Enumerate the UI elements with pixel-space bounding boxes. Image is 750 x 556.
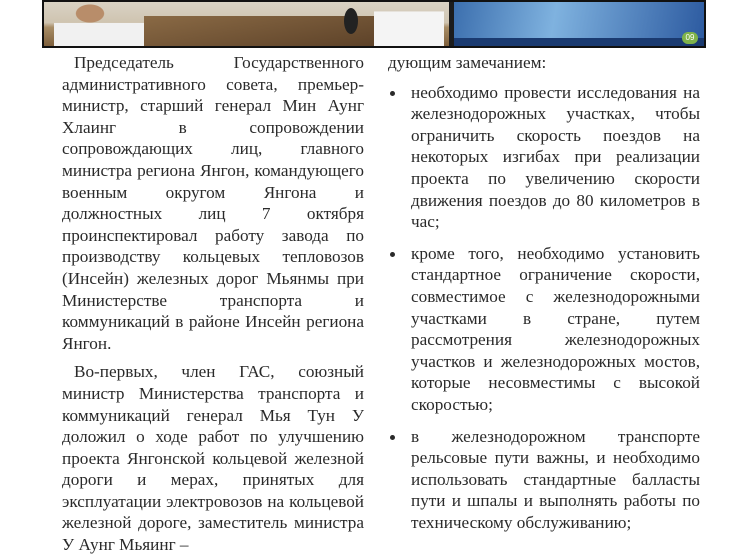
paragraph: Во-первых, член ГАС, союзный министр Министерства транспорта и коммуникаций генерал Мья Тун У доложил о ходе работ по улучшению проекта Янгонской кольцевой железной дороги и мерах, принятых для эксплуатации электровозов на кольцевой железной дороге, заместитель министра У Аунг Мьяинг – xyxy=(62,362,364,555)
list-item xyxy=(388,243,700,416)
screen-badge: 09 xyxy=(682,32,698,44)
bullet-icon xyxy=(390,252,395,257)
header-photo xyxy=(42,0,706,48)
right-column xyxy=(388,52,700,543)
microphone-image xyxy=(344,8,358,34)
bullet-icon xyxy=(390,435,395,440)
list-item xyxy=(388,426,700,534)
bullet-icon xyxy=(390,91,395,96)
conference-table-image xyxy=(144,16,374,48)
left-column xyxy=(62,52,364,556)
list-item-text: в железнодорожном транспорте рельсовые пути важны, и необходимо использовать стандартные балласты пути и шпалы и выполнять работы по техническому обслуживанию; xyxy=(411,426,700,532)
screen-caption-bar xyxy=(454,38,704,48)
seated-official-image-2 xyxy=(374,2,444,48)
paragraph: Председатель Государственного административного совета, премьер-министр, старший генерал Мин Аунг Хлаинг в сопровождении сопровождающих лиц, главного министра региона Янгон, командующего военным округом Янгона и должностных лиц 7 октября проинспектировал работу завода по производству кольцевых тепловозов (Инсейн) железных дорог Мьянмы при Министерстве транспорта и коммуникаций в районе Инсейн региона Янгон. xyxy=(62,53,364,353)
list-item-text: необходимо провести исследования на железнодорожных участках, чтобы ограничить скорость поездов на некоторых изгибах при реализации проекта по увеличению скорости движения поездов до 80 километров в час; xyxy=(411,82,700,232)
bullet-list xyxy=(388,82,700,534)
paragraph-continuation: дующим замечанием: xyxy=(388,53,547,72)
list-item xyxy=(388,82,700,233)
seated-official-image xyxy=(54,2,144,48)
list-item-text: кроме того, необходимо установить стандартное ограничение скорости, совместимое с железнодорожными участками в стране, путем рассмотрения железнодорожных участков и железнодорожных мостов, которые несовместимы с высокой скоростью; xyxy=(411,243,700,414)
